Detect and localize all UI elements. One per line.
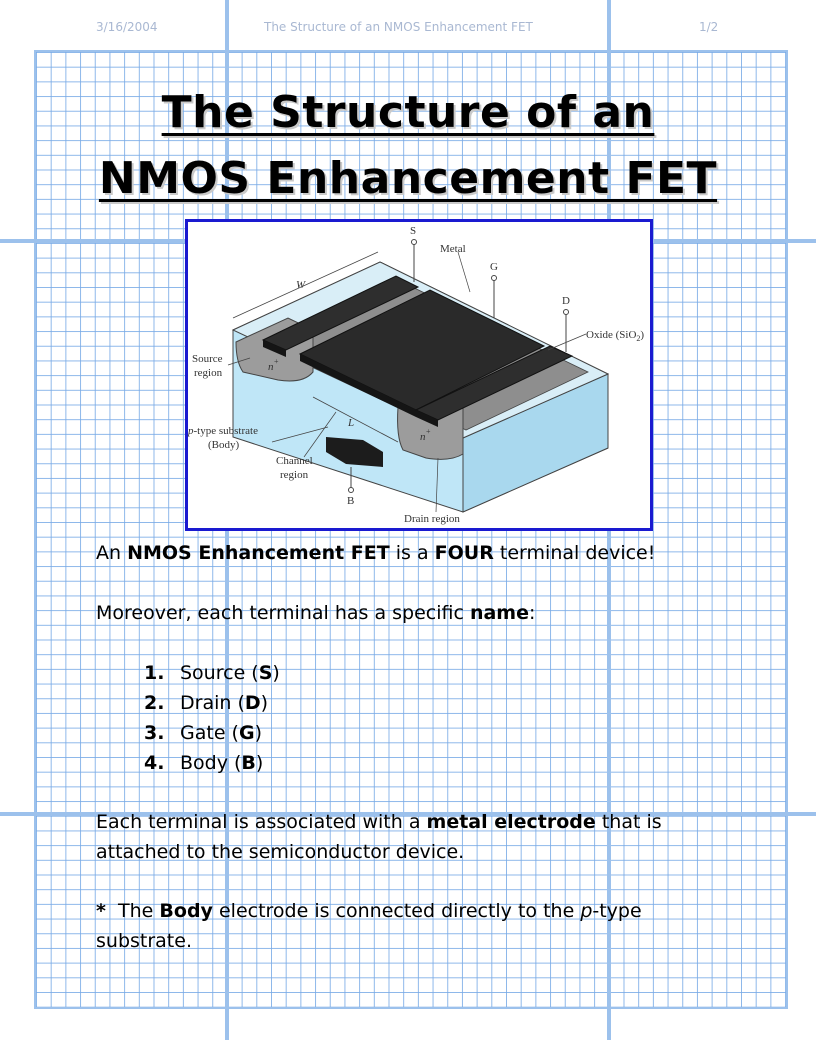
label-channel-1: Channel: [276, 455, 313, 467]
paragraph-metal-electrode: Each terminal is associated with a metal electrode that is attached to the semiconductor device.: [96, 811, 662, 863]
label-channel-2: region: [280, 469, 309, 481]
label-metal: Metal: [440, 243, 466, 255]
drain-terminal: [564, 310, 569, 315]
header-title: The Structure of an NMOS Enhancement FET: [264, 20, 533, 34]
title-line-1: The Structure of an: [161, 87, 655, 138]
label-drain-terminal: D: [562, 295, 570, 307]
nmos-diagram: [188, 222, 650, 528]
body-terminal: [349, 488, 354, 493]
label-source-region-2: region: [194, 367, 223, 379]
label-body-terminal: B: [347, 495, 355, 507]
label-width: W: [296, 279, 306, 291]
gate-terminal: [492, 276, 497, 281]
list-item: 1. Source (S): [144, 662, 280, 684]
nmos-structure-figure: [185, 219, 653, 531]
paragraph-body-electrode: * The Body electrode is connected directly to the p-type substrate.: [96, 900, 642, 952]
terminal-list: [144, 658, 280, 778]
paragraph-four-terminal: An NMOS Enhancement FET is a FOUR terminal device!: [96, 542, 656, 564]
metal-leader: [458, 252, 470, 292]
list-item: 2. Drain (D): [144, 692, 269, 714]
list-item: 3. Gate (G): [144, 722, 262, 744]
label-drain-region: Drain region: [404, 513, 460, 525]
header-date: 3/16/2004: [96, 20, 158, 34]
label-drain-n-plus: n+: [420, 427, 431, 443]
label-source-n-plus: n+: [268, 357, 279, 373]
source-terminal: [412, 240, 417, 245]
label-source-terminal: S: [410, 225, 417, 237]
label-oxide: Oxide (SiO$_2$): [586, 329, 645, 343]
oxide-leader: [548, 334, 586, 350]
title-line-2: NMOS Enhancement FET: [98, 153, 718, 204]
label-length: L: [348, 417, 355, 429]
header-page-number: 1/2: [699, 20, 719, 34]
page-title: [40, 80, 776, 212]
label-source-region-1: Source: [192, 353, 223, 365]
label-gate-terminal: G: [490, 261, 498, 273]
label-substrate-1: p-type substrate: [188, 425, 258, 437]
paragraph-terminal-names: Moreover, each terminal has a specific name:: [96, 602, 536, 624]
list-item: 4. Body (B): [144, 752, 264, 774]
label-substrate-2: (Body): [208, 439, 240, 451]
